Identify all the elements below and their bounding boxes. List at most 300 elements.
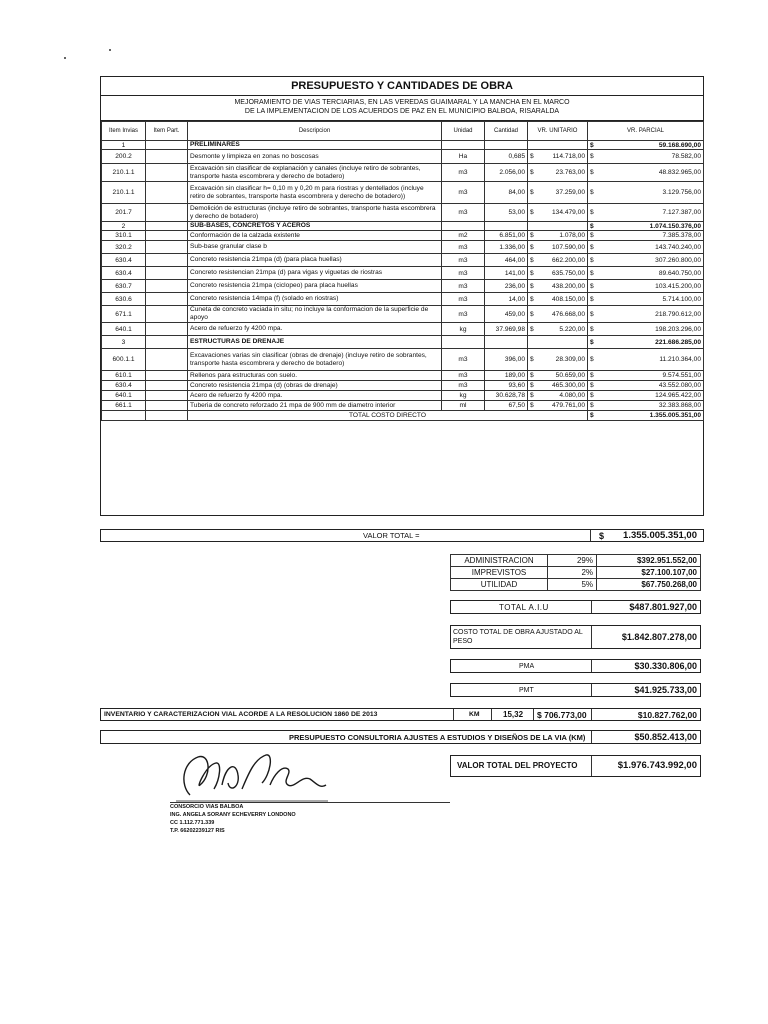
divider (591, 626, 592, 648)
divider (591, 709, 592, 720)
partial-value: 143.740.240,00 (655, 243, 701, 251)
aiu-row (451, 579, 701, 591)
currency-sign: $ (530, 402, 534, 409)
handwritten-signature (170, 745, 330, 807)
unit-cell: kg (442, 391, 485, 401)
unit-cell: m3 (442, 254, 485, 267)
description-cell: Concreto resistencia 21mpa (d) (obras de drenaje) (188, 381, 442, 391)
consultoria-value: $50.852.413,00 (634, 732, 697, 742)
description-cell: Excavación sin clasificar de explanación y canales (incluye retiro de sobrantes, transporte hasta escombrera y derecho de botadero) (188, 164, 442, 182)
scan-speck (109, 49, 111, 51)
table-row (102, 381, 704, 391)
item-cell: 3 (102, 336, 146, 349)
currency-sign: $ (590, 269, 594, 277)
unit-price-cell (528, 401, 588, 411)
currency-sign: $ (590, 392, 594, 399)
partial-cell (588, 371, 704, 381)
scan-speck (64, 57, 66, 59)
partial-cell-content (590, 296, 701, 303)
currency-sign: $ (530, 232, 534, 239)
quantity-cell: 2.056,00 (485, 164, 528, 182)
header-item-part: Item Part. (146, 122, 188, 141)
table-row (102, 280, 704, 293)
total-aiu-box (450, 600, 701, 614)
unit-price-cell (528, 182, 588, 204)
section-row (102, 336, 704, 349)
description-cell: Acero de refuerzo fy 4200 mpa. (188, 391, 442, 401)
signature-name: ING. ANGELA SORANY ECHEVERRY LONDONO (170, 812, 296, 818)
part-cell (146, 293, 188, 306)
partial-value: 5.714.100,00 (662, 295, 701, 303)
unit-price-cell-content (530, 311, 585, 318)
partial-value: 43.552.080,00 (658, 382, 701, 389)
unit-cell: m3 (442, 371, 485, 381)
part-cell (146, 141, 188, 150)
partial-cell-content (590, 311, 701, 318)
quantity-cell: 0,685 (485, 150, 528, 164)
unit-price-cell-content (530, 153, 585, 160)
partial-cell-content (590, 283, 701, 290)
partial-cell-content (590, 209, 701, 216)
currency-sign: $ (530, 209, 534, 216)
part-cell (146, 241, 188, 254)
item-cell: 630.4 (102, 381, 146, 391)
partial-cell-content (590, 153, 701, 160)
description-cell: Excavaciones varias sin clasificar (obras de drenaje) (incluye retiro de sobrantes, transporte hasta escombrera y derecho de botadero) (188, 349, 442, 371)
partial-cell-content (590, 402, 701, 409)
currency-sign: $ (590, 382, 594, 389)
unit-price-cell-content (530, 232, 585, 239)
description-cell: ESTRUCTURAS DE DRENAJE (188, 336, 442, 349)
partial-cell (588, 204, 704, 222)
part-cell (146, 371, 188, 381)
total-direct-cell (588, 411, 704, 421)
quantity-cell: 459,00 (485, 306, 528, 323)
part-cell (146, 204, 188, 222)
part-cell (146, 306, 188, 323)
document-title: PRESUPUESTO Y CANTIDADES DE OBRA (101, 77, 703, 96)
unit-cell: m2 (442, 231, 485, 241)
currency-sign: $ (590, 325, 594, 333)
valor-total-sign: $ (599, 531, 605, 541)
document-subtitle (101, 95, 703, 121)
partial-value: 221.686.285,00 (655, 338, 701, 346)
divider (591, 684, 592, 696)
quantity-cell: 30.628,78 (485, 391, 528, 401)
unit-price-cell-content (530, 244, 585, 251)
partial-cell-content (590, 382, 701, 389)
currency-sign: $ (590, 310, 594, 318)
quantity-cell (485, 336, 528, 349)
table-row (102, 150, 704, 164)
aiu-table (450, 554, 701, 591)
section-row (102, 141, 704, 150)
unit-price-value: 1.078,00 (559, 232, 585, 239)
unit-price-cell-content (530, 209, 585, 216)
unit-price-value: 465.300,00 (551, 382, 585, 389)
currency-sign: $ (530, 189, 534, 196)
inventario-qty: 15,32 (503, 710, 524, 719)
unit-price-cell-content (530, 189, 585, 196)
signature-block (170, 803, 296, 835)
partial-cell (588, 349, 704, 371)
part-cell (146, 182, 188, 204)
divider (491, 709, 492, 720)
partial-value: 32.383.868,00 (658, 402, 701, 409)
part-cell (146, 150, 188, 164)
pmt-value: $41.925.733,00 (634, 685, 697, 695)
quantity-cell: 53,00 (485, 204, 528, 222)
inventario-box (100, 708, 701, 721)
unit-cell: m3 (442, 267, 485, 280)
item-cell: 600.1.1 (102, 349, 146, 371)
partial-cell (588, 293, 704, 306)
aiu-value: $67.750.268,00 (597, 579, 701, 591)
total-direct-label: TOTAL COSTO DIRECTO (188, 411, 588, 421)
partial-cell-content (590, 392, 701, 399)
unit-price-cell (528, 280, 588, 293)
unit-price-cell (528, 141, 588, 150)
unit-price-cell-content (530, 257, 585, 264)
unit-price-cell (528, 254, 588, 267)
unit-price-cell (528, 349, 588, 371)
partial-cell-content (590, 326, 701, 333)
table-row (102, 323, 704, 336)
header-descripcion: Descripcion (188, 122, 442, 141)
unit-price-cell-content (530, 169, 585, 176)
description-cell: Conformación de la calzada existente (188, 231, 442, 241)
unit-price-value: 23.763,00 (555, 169, 585, 176)
currency-sign: $ (530, 310, 534, 318)
quantity-cell: 464,00 (485, 254, 528, 267)
quantity-cell: 37.969,98 (485, 323, 528, 336)
part-cell (146, 336, 188, 349)
unit-cell: m3 (442, 381, 485, 391)
currency-sign: $ (530, 282, 534, 290)
item-cell: 610.1 (102, 371, 146, 381)
partial-cell-content (590, 356, 701, 363)
empty-cell (102, 411, 146, 421)
quantity-cell: 93,60 (485, 381, 528, 391)
currency-sign: $ (590, 169, 594, 176)
signature-cc: CC 1.112.771.339 (170, 820, 215, 826)
aiu-row (451, 567, 701, 579)
description-cell: Sub-base granular clase b (188, 241, 442, 254)
partial-cell (588, 141, 704, 150)
currency-sign: $ (590, 209, 594, 216)
partial-value: 218.790.612,00 (655, 310, 701, 318)
header-vr-parcial: VR. PARCIAL (588, 122, 704, 141)
aiu-percent: 5% (548, 579, 597, 591)
currency-sign: $ (590, 256, 594, 264)
part-cell (146, 267, 188, 280)
partial-value: 103.415.200,00 (655, 282, 701, 290)
description-cell: Rellenos para estructuras con suelo. (188, 371, 442, 381)
unit-price-value: 4.080,00 (559, 392, 585, 399)
unit-price-cell (528, 391, 588, 401)
description-cell: Excavación sin clasificar h= 0,10 m y 0,20 m para riostras y dentellados (incluye retiro de sobrantes, transporte hasta escombrera y derecho de botadero)) (188, 182, 442, 204)
unit-price-cell (528, 293, 588, 306)
unit-cell: m3 (442, 204, 485, 222)
item-cell: 310.1 (102, 231, 146, 241)
item-cell: 210.1.1 (102, 164, 146, 182)
unit-price-value: 438.200,00 (551, 282, 585, 290)
aiu-row (451, 555, 701, 567)
item-cell: 630.7 (102, 280, 146, 293)
partial-cell-content (590, 270, 701, 277)
partial-cell (588, 401, 704, 411)
unit-price-cell (528, 381, 588, 391)
partial-cell-content (590, 232, 701, 239)
currency-sign: $ (590, 153, 594, 160)
costo-ajustado-box (450, 625, 701, 649)
currency-sign: $ (530, 392, 534, 399)
table-row (102, 306, 704, 323)
item-cell: 661.1 (102, 401, 146, 411)
item-cell: 210.1.1 (102, 182, 146, 204)
table-row (102, 241, 704, 254)
aiu-label: UTILIDAD (451, 579, 548, 591)
unit-price-cell-content (530, 392, 585, 399)
part-cell (146, 381, 188, 391)
total-aiu-label: TOTAL A.I.U (499, 603, 549, 612)
partial-cell-content (590, 223, 701, 230)
divider (533, 709, 534, 720)
valor-total-label: VALOR TOTAL = (363, 531, 420, 540)
table-row (102, 231, 704, 241)
unit-price-cell (528, 204, 588, 222)
description-cell: Demolición de estructuras (incluye retiro de sobrantes, transporte hasta escombrera y derecho de botadero) (188, 204, 442, 222)
unit-price-cell-content (530, 382, 585, 389)
description-cell: Acero de refuerzo fy 4200 mpa. (188, 323, 442, 336)
budget-table-box (100, 76, 704, 516)
quantity-cell: 396,00 (485, 349, 528, 371)
item-cell: 1 (102, 141, 146, 150)
partial-value: 198.203.296,00 (655, 325, 701, 333)
partial-cell-content (590, 372, 701, 379)
unit-price-cell (528, 306, 588, 323)
unit-cell: kg (442, 323, 485, 336)
unit-price-cell (528, 323, 588, 336)
partial-value: 7.127.387,00 (662, 209, 701, 216)
description-cell: PRELIMINARES (188, 141, 442, 150)
unit-cell: m3 (442, 293, 485, 306)
partial-cell-content (590, 339, 701, 346)
unit-price-value: 50.659,00 (555, 372, 585, 379)
valor-proyecto-value: $1.976.743.992,00 (617, 760, 697, 771)
unit-cell: m3 (442, 164, 485, 182)
currency-sign: $ (590, 295, 594, 303)
quantity-cell: 14,00 (485, 293, 528, 306)
part-cell (146, 164, 188, 182)
signature-company: CONSORCIO VIAS BALBOA (170, 804, 244, 810)
header-cantidad: Cantidad (485, 122, 528, 141)
unit-cell (442, 222, 485, 231)
table-row (102, 349, 704, 371)
divider (591, 601, 592, 613)
currency-sign: $ (590, 402, 594, 409)
part-cell (146, 231, 188, 241)
header-item-invias: Item Invias (102, 122, 146, 141)
unit-cell: m3 (442, 349, 485, 371)
unit-price-value: 662.200,00 (551, 256, 585, 264)
part-cell (146, 280, 188, 293)
section-row (102, 222, 704, 231)
currency-sign: $ (590, 372, 594, 379)
part-cell (146, 222, 188, 231)
unit-price-value: 635.750,00 (551, 269, 585, 277)
currency-sign: $ (530, 243, 534, 251)
inventario-value: $10.827.762,00 (637, 710, 697, 720)
currency-sign: $ (590, 222, 594, 230)
currency-sign: $ (530, 269, 534, 277)
valor-proyecto-label: VALOR TOTAL DEL PROYECTO (457, 761, 578, 770)
unit-cell: Ha (442, 150, 485, 164)
description-cell: Concreto resistencian 21mpa (d) para vigas y viguetas de riostras (188, 267, 442, 280)
unit-price-value: 479.761,00 (551, 402, 585, 409)
partial-cell (588, 150, 704, 164)
partial-value: 307.260.800,00 (655, 256, 701, 264)
part-cell (146, 254, 188, 267)
unit-cell (442, 141, 485, 150)
table-row (102, 267, 704, 280)
item-cell: 630.4 (102, 254, 146, 267)
unit-cell (442, 336, 485, 349)
valor-proyecto-box (450, 755, 701, 777)
part-cell (146, 391, 188, 401)
total-direct-row (102, 411, 704, 421)
item-cell: 2 (102, 222, 146, 231)
partial-cell (588, 182, 704, 204)
partial-value: 48.832.965,00 (658, 169, 701, 176)
table-row (102, 182, 704, 204)
unit-price-value: 476.668,00 (551, 310, 585, 318)
partial-value: 1.074.150.376,00 (649, 222, 701, 230)
partial-value: 59.168.690,00 (658, 141, 701, 149)
valor-total-value: 1.355.005.351,00 (623, 530, 697, 541)
quantity-cell: 67,50 (485, 401, 528, 411)
inventario-unit: KM (469, 711, 480, 718)
unit-price-value: 107.590,00 (551, 243, 585, 251)
pma-label: PMA (519, 663, 535, 670)
partial-cell (588, 323, 704, 336)
unit-price-cell-content (530, 356, 585, 363)
pma-value: $30.330.806,00 (634, 661, 697, 671)
unit-price-value: 114.718,00 (552, 153, 585, 160)
unit-price-cell (528, 241, 588, 254)
divider (591, 756, 592, 776)
unit-price-value: 5.220,00 (559, 325, 585, 333)
unit-price-cell (528, 267, 588, 280)
partial-cell (588, 164, 704, 182)
unit-cell: m3 (442, 306, 485, 323)
currency-sign: $ (530, 382, 534, 389)
costo-ajustado-value: $1.842.807.278,00 (621, 632, 697, 642)
partial-value: 89.640.750,00 (658, 269, 701, 277)
divider (453, 709, 454, 720)
inventario-unit-price: $ 706.773,00 (537, 710, 587, 720)
subtitle-line-2: DE LA IMPLEMENTACION DE LOS ACUERDOS DE PAZ EN EL MUNICIPIO BALBOA, RISARALDA (244, 108, 560, 115)
item-cell: 671.1 (102, 306, 146, 323)
currency-sign: $ (530, 256, 534, 264)
unit-cell: m3 (442, 280, 485, 293)
item-cell: 640.1 (102, 323, 146, 336)
signature-tp: T.P. 66202239127 RIS (170, 828, 225, 834)
quantity-cell (485, 222, 528, 231)
table-row (102, 164, 704, 182)
valor-total-box (100, 529, 704, 542)
divider (591, 731, 592, 743)
unit-price-cell-content (530, 270, 585, 277)
table-row (102, 371, 704, 381)
description-cell: Concreto resistencia 21mpa (d) (para placa huellas) (188, 254, 442, 267)
aiu-label: IMPREVISTOS (451, 567, 548, 579)
partial-value: 124.965.422,00 (655, 392, 701, 399)
partial-cell (588, 222, 704, 231)
currency-sign: $ (590, 243, 594, 251)
inventario-label: INVENTARIO Y CARACTERIZACION VIAL ACORDE A LA RESOLUCION 1860 DE 2013 (104, 711, 378, 718)
currency-sign: $ (530, 325, 534, 333)
currency-sign: $ (590, 412, 594, 419)
unit-price-cell-content (530, 372, 585, 379)
item-cell: 200.2 (102, 150, 146, 164)
table-row (102, 254, 704, 267)
unit-price-cell (528, 231, 588, 241)
consultoria-box (100, 730, 701, 744)
quantity-cell: 236,00 (485, 280, 528, 293)
description-cell: Concreto resistencia 21mpa (ciclopeo) para placa huellas (188, 280, 442, 293)
quantity-cell: 84,00 (485, 182, 528, 204)
partial-cell-content (590, 142, 701, 149)
partial-value: 3.129.756,00 (662, 189, 701, 196)
subtitle-line-1: MEJORAMIENTO DE VIAS TERCIARIAS, EN LAS VEREDAS GUAIMARAL Y LA MANCHA EN EL MARCO (234, 99, 570, 106)
unit-price-cell-content (530, 402, 585, 409)
currency-sign: $ (590, 141, 594, 149)
partial-cell-content (590, 169, 701, 176)
unit-price-cell (528, 150, 588, 164)
pmt-box (450, 683, 701, 697)
item-cell: 640.1 (102, 391, 146, 401)
partial-cell (588, 267, 704, 280)
partial-value: 78.582,00 (671, 153, 701, 160)
unit-price-cell-content (530, 283, 585, 290)
part-cell (146, 401, 188, 411)
partial-cell (588, 306, 704, 323)
table-row (102, 401, 704, 411)
quantity-cell (485, 141, 528, 150)
table-header-row (102, 122, 704, 141)
unit-price-value: 408.150,00 (551, 295, 585, 303)
description-cell: SUB-BASES, CONCRETOS Y ACEROS (188, 222, 442, 231)
currency-sign: $ (530, 372, 534, 379)
total-direct-content (590, 412, 701, 419)
description-cell: Desmonte y limpieza en zonas no boscosas (188, 150, 442, 164)
table-row (102, 204, 704, 222)
unit-price-cell (528, 371, 588, 381)
partial-value: 9.574.551,00 (662, 372, 701, 379)
description-cell: Cuneta de concreto vaciada in situ; no incluye la conformacion de la superficie de apoyo (188, 306, 442, 323)
aiu-percent: 29% (548, 555, 597, 567)
description-cell: Tuberia de concreto reforzado 21 mpa de 900 mm de diametro interior (188, 401, 442, 411)
part-cell (146, 349, 188, 371)
quantity-cell: 189,00 (485, 371, 528, 381)
unit-price-cell (528, 222, 588, 231)
partial-cell-content (590, 244, 701, 251)
unit-price-cell (528, 164, 588, 182)
aiu-value: $27.100.107,00 (597, 567, 701, 579)
header-vr-unitario: VR. UNITARIO (528, 122, 588, 141)
costo-ajustado-label: COSTO TOTAL DE OBRA AJUSTADO AL PESO (453, 629, 583, 645)
